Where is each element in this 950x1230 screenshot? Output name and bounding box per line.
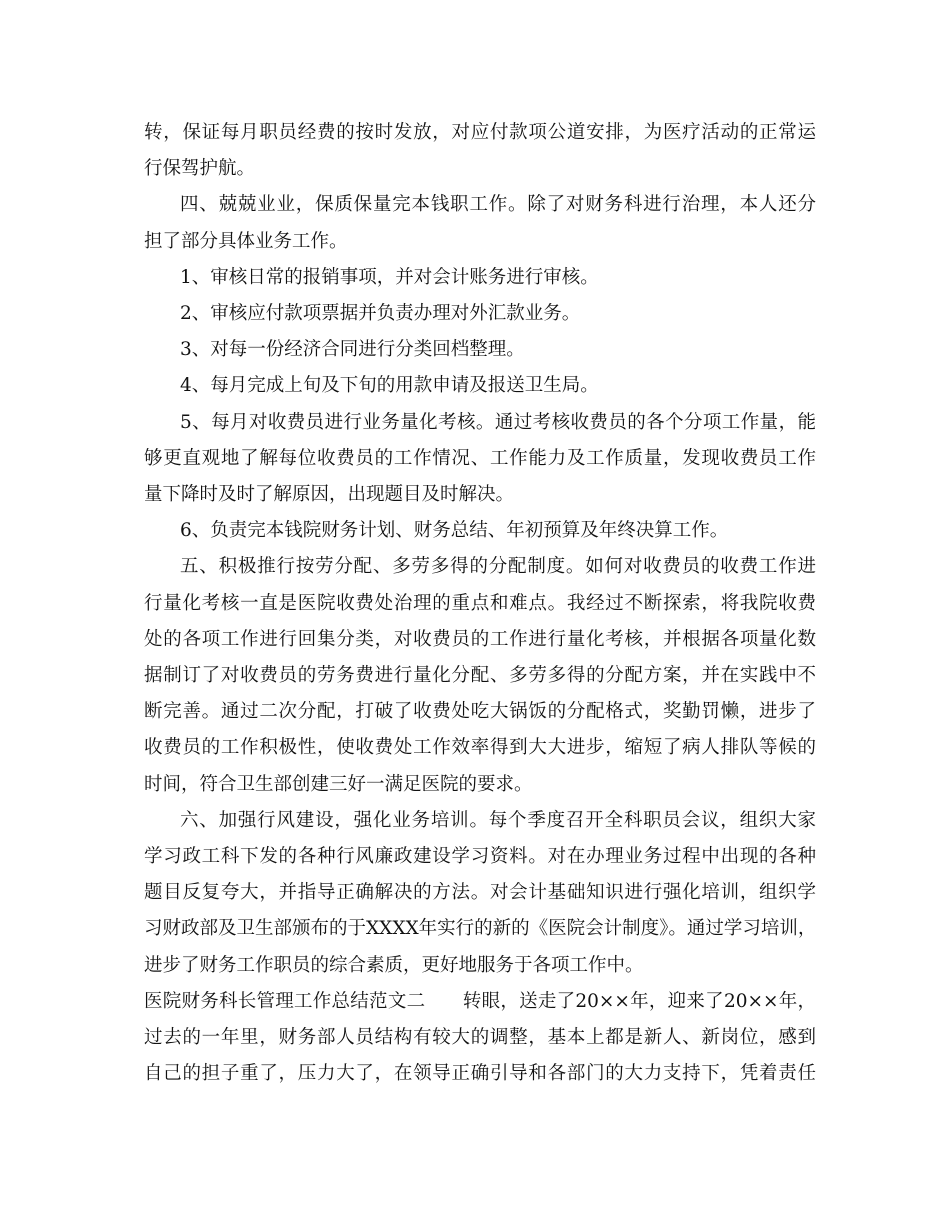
list-item: 6、负责完本钱院财务计划、财务总结、年初预算及年终决算工作。 [180, 520, 729, 541]
text-line: 行量化考核一直是医院收费处治理的重点和难点。我经过不断探索，将我院收费 [144, 593, 816, 614]
text-line: 行保驾护航。 [144, 158, 256, 179]
text-line: 量下降时及时了解原因，出现题目及时解决。 [144, 484, 515, 505]
list-item: 2、审核应付款项票据并负责办理对外汇款业务。 [180, 303, 581, 324]
paragraph-heading-six: 六、加强行风建设，强化业务培训。每个季度召开全科职员会议，组织大家 [180, 810, 816, 831]
text-line: 够更直观地了解每位收费员的工作情况、工作能力及工作质量，发现收费员工作 [144, 448, 816, 469]
list-item: 3、对每一份经济合同进行分类回档整理。 [180, 339, 525, 360]
list-item: 1、审核日常的报销事项，并对会计账务进行审核。 [180, 267, 599, 288]
list-item: 4、每月完成上旬及下旬的用款申请及报送卫生局。 [180, 375, 599, 396]
text-line: 学习政工科下发的各种行风廉政建设学习资料。对在办理业务过程中出现的各种 [144, 846, 816, 867]
text-line: 习财政部及卫生部颁布的于XXXX年实行的新的《医院会计制度》。通过学习培训， [144, 918, 817, 939]
section-title-line: 医院财务科长管理工作总结范文二 转眼，送走了20××年，迎来了20××年， [144, 991, 816, 1012]
text-line: 转，保证每月职员经费的按时发放，对应付款项公道安排，为医疗活动的正常运 [144, 122, 816, 143]
text-line: 题目反复夸大，并指导正确解决的方法。对会计基础知识进行强化培训，组织学 [144, 882, 816, 903]
text-line: 自己的担子重了，压力大了，在领导正确引导和各部门的大力支持下，凭着责任 [144, 1063, 816, 1084]
text-line: 过去的一年里，财务部人员结构有较大的调整，基本上都是新人、新岗位，感到 [144, 1027, 816, 1048]
text-line: 断完善。通过二次分配，打破了收费处吃大锅饭的分配格式，奖勤罚懒，进步了 [144, 701, 816, 722]
text-line: 担了部分具体业务工作。 [144, 231, 348, 252]
paragraph-heading-five: 五、积极推行按劳分配、多劳多得的分配制度。如何对收费员的收费工作进 [180, 556, 816, 577]
paragraph-heading-four: 四、兢兢业业，保质保量完本钱职工作。除了对财务科进行治理，本人还分 [180, 194, 816, 215]
text-line: 收费员的工作积极性，使收费处工作效率得到大大进步，缩短了病人排队等候的 [144, 737, 816, 758]
text-line: 进步了财务工作职员的综合素质，更好地服务于各项工作中。 [144, 955, 644, 976]
list-item: 5、每月对收费员进行业务量化考核。通过考核收费员的各个分项工作量，能 [180, 412, 816, 433]
text-line: 时间，符合卫生部创建三好一满足医院的要求。 [144, 774, 533, 795]
text-line: 处的各项工作进行回集分类，对收费员的工作进行量化考核，并根据各项量化数 [144, 629, 816, 650]
text-line: 据制订了对收费员的劳务费进行量化分配、多劳多得的分配方案，并在实践中不 [144, 665, 816, 686]
